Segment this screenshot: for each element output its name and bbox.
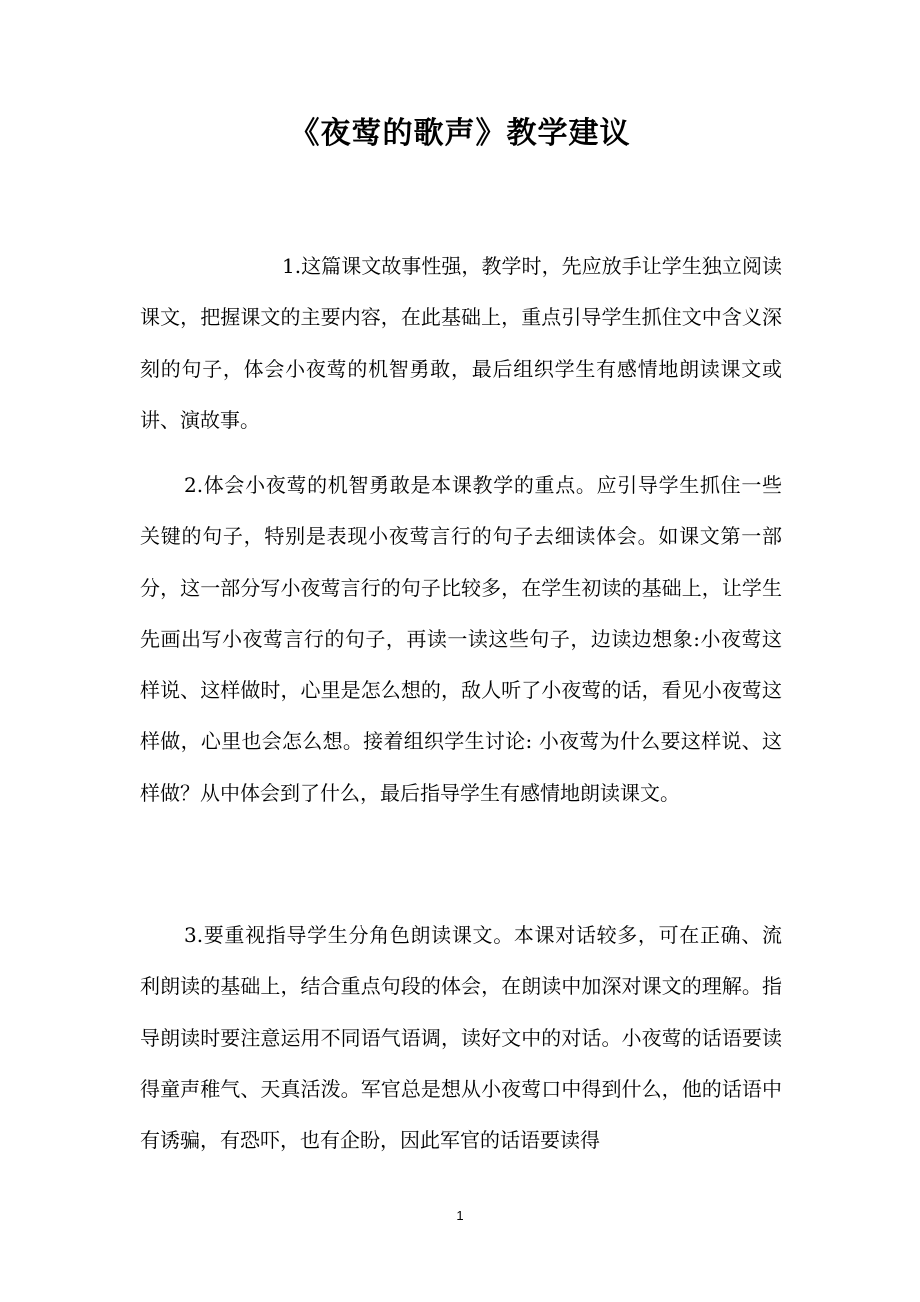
paragraph-1: 1.这篇课文故事性强，教学时，先应放手让学生独立阅读课文，把握课文的主要内容，在此基础上，重点引导学生抓住文中含义深刻的句子，体会小夜莺的机智勇敢，最后组织学生有感情地朗读课文或讲、演故事。 <box>140 254 782 432</box>
paragraph-3: 3.要重视指导学生分角色朗读课文。本课对话较多，可在正确、流利朗读的基础上，结合重点句段的体会，在朗读中加深对课文的理解。指导朗读时要注意运用不同语气语调，读好文中的对话。小夜莺的话语要读得童声稚气、天真活泼。军官总是想从小夜莺口中得到什么，他的话语中有诱骗，有恐吓，也有企盼，因此军官的话语要读得 <box>140 923 782 1153</box>
page-title: 《夜莺的歌声》教学建议 <box>289 116 631 151</box>
paragraph-2: 2.体会小夜莺的机智勇敢是本课教学的重点。应引导学生抓住一些关键的句子，特别是表现小夜莺言行的句子去细读体会。如课文第一部分，这一部分写小夜莺言行的句子比较多，在学生初读的基础上，让学生先画出写小夜莺言行的句子，再读一读这些句子，边读边想象:小夜莺这样说、这样做时，心里是怎么想的，敌人听了小夜莺的话，看见小夜莺这样做，心里也会怎么想。接着组织学生讨论: 小夜莺为什么要这样说、这样做？从中体会到了什么，最后指导学生有感情地朗读课文。 <box>140 473 782 805</box>
page-number: 1 <box>456 1208 464 1223</box>
